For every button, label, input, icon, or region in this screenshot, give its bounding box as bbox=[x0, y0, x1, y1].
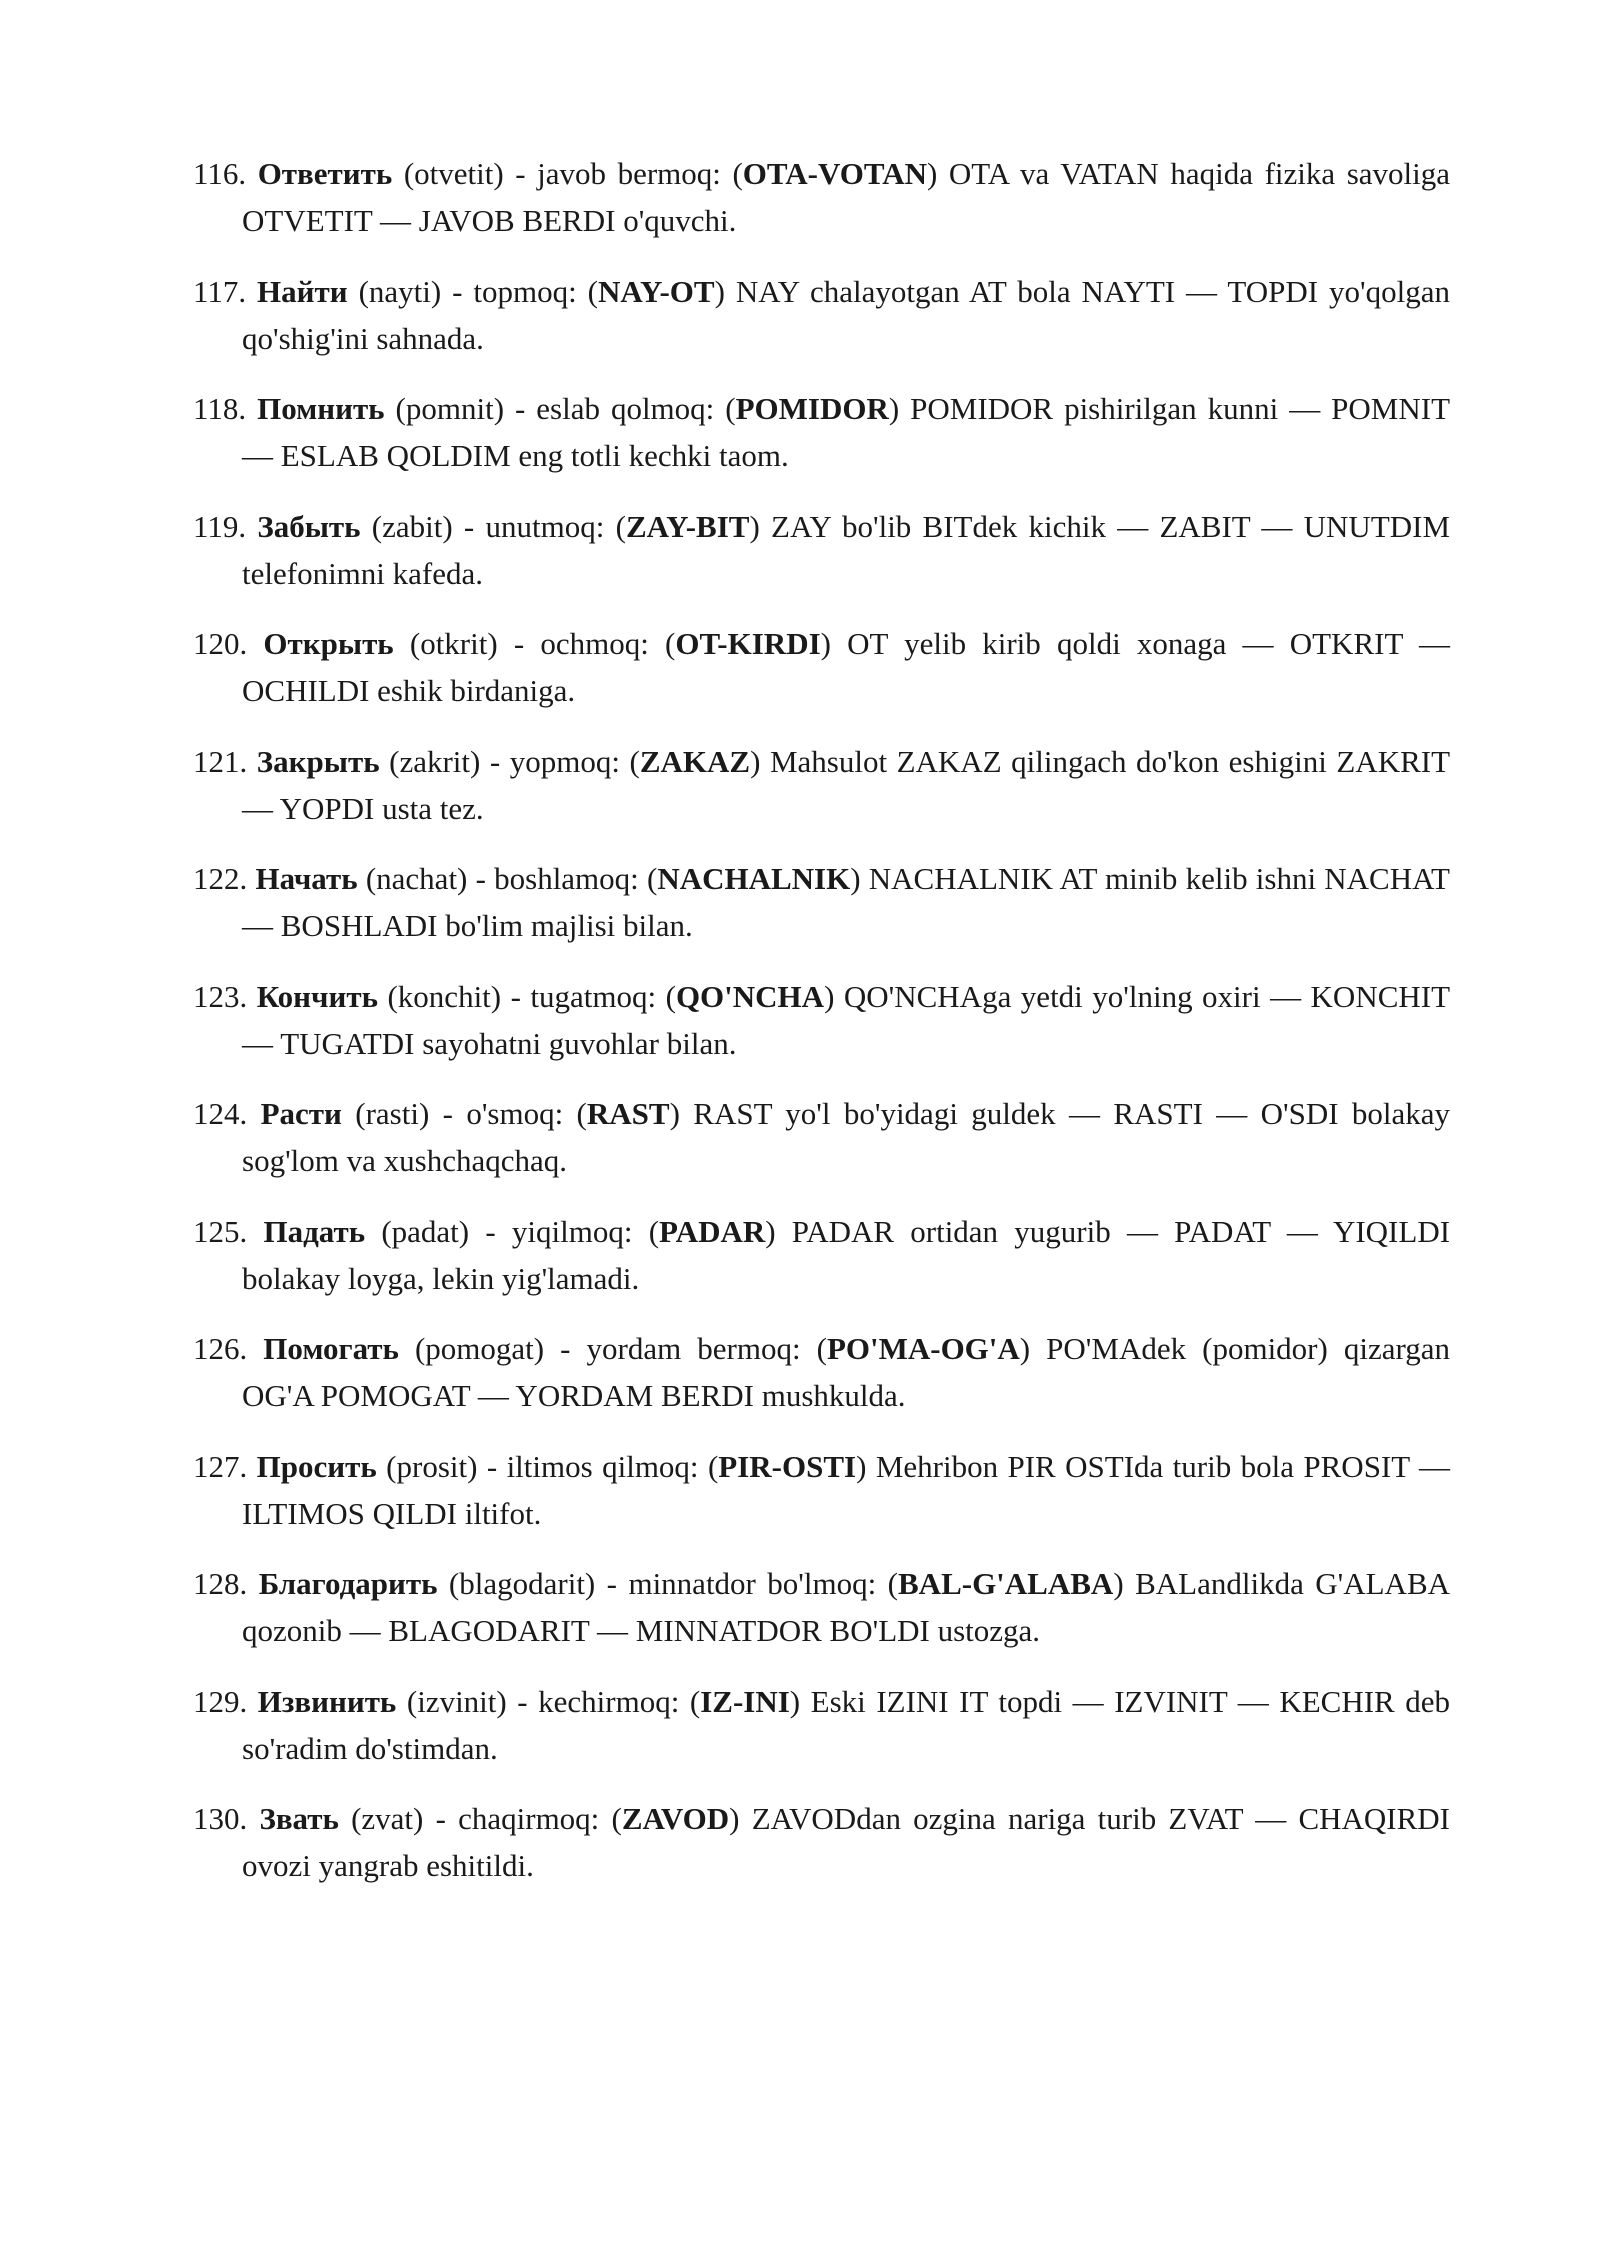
transliteration: (pomnit) bbox=[395, 391, 505, 426]
russian-word: Извинить bbox=[257, 1683, 397, 1719]
uzbek-meaning: yopmoq: bbox=[509, 743, 620, 779]
uzbek-meaning: yordam bermoq: bbox=[586, 1331, 801, 1366]
entry-number: 129. bbox=[193, 1683, 248, 1719]
vocabulary-entry: 126. Помогать (pomogat) - yordam bermoq: (PO'MA-OG'A) PO'MAdek (pomidor) qizargan OG'A POMOGAT — YORDAM BERDI mushkulda. bbox=[193, 1331, 1451, 1413]
transliteration: (nachat) bbox=[365, 861, 468, 896]
entry-number: 119. bbox=[193, 508, 247, 544]
entry-number: 120. bbox=[193, 626, 248, 661]
russian-word: Кончить bbox=[256, 978, 378, 1014]
entry-number: 123. bbox=[193, 978, 248, 1014]
mnemonic-key: PADAR bbox=[659, 1213, 766, 1249]
vocabulary-entry: 118. Помнить (pomnit) - eslab qolmoq: (POMIDOR) POMIDOR pishirilgan kunni — POMNIT — ESLAB QOLDIM eng totli kechki taom. bbox=[193, 391, 1451, 473]
vocabulary-list bbox=[193, 150, 1450, 1913]
entry-number: 118. bbox=[193, 391, 247, 426]
mnemonic-key: POMIDOR bbox=[735, 391, 889, 426]
transliteration: (izvinit) bbox=[406, 1683, 507, 1719]
uzbek-meaning: kechirmoq: bbox=[538, 1683, 680, 1719]
uzbek-meaning: unutmoq: bbox=[485, 508, 605, 544]
entry-number: 128. bbox=[193, 1566, 248, 1601]
mnemonic-story: PO'MAdek (pomidor) qizargan OG'A POMOGAT — YORDAM BERDI mushkulda. bbox=[242, 1331, 1451, 1413]
mnemonic-key: QO'NCHA bbox=[675, 978, 825, 1014]
vocabulary-entry: 125. Падать (padat) - yiqilmoq: (PADAR) PADAR ortidan yugurib — PADAT — YIQILDI bolakay loyga, lekin yig'lamadi. bbox=[193, 1213, 1451, 1296]
mnemonic-key: OT-KIRDI bbox=[675, 626, 821, 661]
mnemonic-key: NAY-OT bbox=[598, 273, 715, 309]
russian-word: Помнить bbox=[257, 391, 385, 426]
uzbek-meaning: ochmoq: bbox=[540, 626, 649, 661]
entry-number: 130. bbox=[193, 1801, 248, 1836]
transliteration: (prosit) bbox=[386, 1448, 478, 1484]
russian-word: Благодарить bbox=[258, 1566, 438, 1601]
mnemonic-story: Mehribon PIR OSTIda turib bola PROSIT — ILTIMOS QILDI iltifot. bbox=[242, 1448, 1451, 1531]
uzbek-meaning: tugatmoq: bbox=[530, 978, 657, 1014]
uzbek-meaning: chaqirmoq: bbox=[458, 1801, 600, 1836]
vocabulary-entry: 123. Кончить (konchit) - tugatmoq: (QO'NCHA) QO'NCHAga yetdi yo'lning oxiri — KONCHIT — TUGATDI sayohatni guvohlar bilan. bbox=[193, 978, 1451, 1061]
mnemonic-key: OTA-VOTAN bbox=[742, 156, 928, 191]
russian-word: Просить bbox=[256, 1448, 377, 1484]
uzbek-meaning: javob bermoq: bbox=[537, 156, 721, 191]
mnemonic-story: ZAVODdan ozgina nariga turib ZVAT — CHAQIRDI ovozi yangrab eshitildi. bbox=[242, 1801, 1451, 1883]
mnemonic-key: PO'MA-OG'A bbox=[826, 1331, 1020, 1366]
russian-word: Забыть bbox=[257, 508, 361, 544]
mnemonic-key: PIR-OSTI bbox=[718, 1448, 857, 1484]
mnemonic-story: RAST yo'l bo'yidagi guldek — RASTI — O'SDI bolakay sog'lom va xushchaqchaq. bbox=[242, 1096, 1451, 1178]
vocabulary-entry: 129. Извинить (izvinit) - kechirmoq: (IZ-INI) Eski IZINI IT topdi — IZVINIT — KECHIR deb so'radim do'stimdan. bbox=[193, 1683, 1451, 1766]
uzbek-meaning: boshlamoq: bbox=[494, 861, 639, 896]
vocabulary-entry: 127. Просить (prosit) - iltimos qilmoq: (PIR-OSTI) Mehribon PIR OSTIda turib bola PROSIT — ILTIMOS QILDI iltifot. bbox=[193, 1448, 1451, 1531]
entry-number: 125. bbox=[193, 1213, 248, 1249]
vocabulary-entry: 119. Забыть (zabit) - unutmoq: (ZAY-BIT) ZAY bo'lib BITdek kichik — ZABIT — UNUTDIM telefonimni kafeda. bbox=[193, 508, 1451, 591]
entry-number: 122. bbox=[193, 861, 248, 896]
mnemonic-story: QO'NCHAga yetdi yo'lning oxiri — KONCHIT — TUGATDI sayohatni guvohlar bilan. bbox=[242, 978, 1451, 1061]
russian-word: Падать bbox=[263, 1213, 366, 1249]
transliteration: (konchit) bbox=[387, 978, 502, 1014]
mnemonic-key: IZ-INI bbox=[700, 1683, 790, 1719]
russian-word: Расти bbox=[260, 1096, 342, 1131]
mnemonic-key: ZAVOD bbox=[621, 1801, 730, 1836]
russian-word: Начать bbox=[255, 861, 358, 896]
vocabulary-entry: 128. Благодарить (blagodarit) - minnatdor bo'lmoq: (BAL-G'ALABA) BALandlikda G'ALABA qozonib — BLAGODARIT — MINNATDOR BO'LDI ustozga. bbox=[193, 1566, 1451, 1648]
mnemonic-key: BAL-G'ALABA bbox=[898, 1566, 1114, 1601]
russian-word: Звать bbox=[259, 1801, 339, 1836]
transliteration: (pomogat) bbox=[414, 1331, 545, 1366]
mnemonic-story: NACHALNIK AT minib kelib ishni NACHAT — BOSHLADI bo'lim majlisi bilan. bbox=[242, 861, 1450, 943]
transliteration: (otkrit) bbox=[409, 626, 498, 661]
entry-number: 116. bbox=[193, 156, 247, 191]
uzbek-meaning: iltimos qilmoq: bbox=[506, 1448, 699, 1484]
entry-number: 121. bbox=[193, 743, 248, 779]
russian-word: Ответить bbox=[257, 156, 393, 191]
vocabulary-entry: 124. Расти (rasti) - o'smoq: (RAST) RAST yo'l bo'yidagi guldek — RASTI — O'SDI bolakay sog'lom va xushchaqchaq. bbox=[193, 1096, 1451, 1178]
mnemonic-key: ZAKAZ bbox=[639, 743, 751, 779]
mnemonic-story: OTA va VATAN haqida fizika savoliga OTVETIT — JAVOB BERDI o'quvchi. bbox=[242, 156, 1451, 238]
transliteration: (padat) bbox=[381, 1213, 470, 1249]
mnemonic-key: ZAY-BIT bbox=[625, 508, 750, 544]
uzbek-meaning: o'smoq: bbox=[466, 1096, 564, 1131]
entry-number: 126. bbox=[193, 1331, 248, 1366]
vocabulary-entry: 117. Найти (nayti) - topmoq: (NAY-OT) NAY chalayotgan AT bola NAYTI — TOPDI yo'qolgan qo'shig'ini sahnada. bbox=[193, 273, 1451, 356]
transliteration: (blagodarit) bbox=[448, 1566, 596, 1601]
mnemonic-story: Eski IZINI IT topdi — IZVINIT — KECHIR deb so'radim do'stimdan. bbox=[242, 1683, 1451, 1766]
mnemonic-story: BALandlikda G'ALABA qozonib — BLAGODARIT — MINNATDOR BO'LDI ustozga. bbox=[242, 1566, 1451, 1648]
russian-word: Закрыть bbox=[256, 743, 380, 779]
uzbek-meaning: yiqilmoq: bbox=[511, 1213, 633, 1249]
transliteration: (rasti) bbox=[355, 1096, 430, 1131]
vocabulary-entry: 116. Ответить (otvetit) - javob bermoq: (OTA-VOTAN) OTA va VATAN haqida fizika savoliga OTVETIT — JAVOB BERDI o'quvchi. bbox=[193, 156, 1451, 238]
mnemonic-story: ZAY bo'lib BITdek kichik — ZABIT — UNUTDIM telefonimni kafeda. bbox=[242, 508, 1451, 591]
uzbek-meaning: minnatdor bo'lmoq: bbox=[628, 1566, 877, 1601]
transliteration: (nayti) bbox=[358, 273, 442, 309]
entry-number: 127. bbox=[193, 1448, 248, 1484]
vocabulary-entry: 120. Открыть (otkrit) - ochmoq: (OT-KIRDI) OT yelib kirib qoldi xonaga — OTKRIT — OCHILDI eshik birdaniga. bbox=[193, 626, 1450, 708]
transliteration: (zabit) bbox=[371, 508, 453, 544]
vocabulary-entry: 121. Закрыть (zakrit) - yopmoq: (ZAKAZ) Mahsulot ZAKAZ qilingach do'kon eshigini ZAKRIT — YOPDI usta tez. bbox=[193, 743, 1451, 826]
mnemonic-key: NACHALNIK bbox=[657, 861, 851, 896]
russian-word: Найти bbox=[257, 273, 348, 309]
russian-word: Открыть bbox=[263, 626, 394, 661]
mnemonic-story: NAY chalayotgan AT bola NAYTI — TOPDI yo'qolgan qo'shig'ini sahnada. bbox=[242, 273, 1451, 356]
russian-word: Помогать bbox=[263, 1331, 399, 1366]
transliteration: (zvat) bbox=[351, 1801, 424, 1836]
mnemonic-story: PADAR ortidan yugurib — PADAT — YIQILDI bolakay loyga, lekin yig'lamadi. bbox=[242, 1213, 1451, 1296]
mnemonic-story: POMIDOR pishirilgan kunni — POMNIT — ESLAB QOLDIM eng totli kechki taom. bbox=[242, 391, 1451, 473]
mnemonic-key: RAST bbox=[586, 1096, 670, 1131]
mnemonic-story: Mahsulot ZAKAZ qilingach do'kon eshigini ZAKRIT — YOPDI usta tez. bbox=[242, 743, 1451, 826]
entry-number: 117. bbox=[193, 273, 247, 309]
uzbek-meaning: eslab qolmoq: bbox=[536, 391, 715, 426]
transliteration: (zakrit) bbox=[389, 743, 481, 779]
vocabulary-entry: 130. Звать (zvat) - chaqirmoq: (ZAVOD) ZAVODdan ozgina nariga turib ZVAT — CHAQIRDI ovozi yangrab eshitildi. bbox=[193, 1801, 1451, 1883]
mnemonic-story: OT yelib kirib qoldi xonaga — OTKRIT — OCHILDI eshik birdaniga. bbox=[242, 626, 1450, 708]
vocabulary-entry: 122. Начать (nachat) - boshlamoq: (NACHALNIK) NACHALNIK AT minib kelib ishni NACHAT — BOSHLADI bo'lim majlisi bilan. bbox=[193, 861, 1450, 943]
entry-number: 124. bbox=[193, 1096, 248, 1131]
transliteration: (otvetit) bbox=[403, 156, 504, 191]
uzbek-meaning: topmoq: bbox=[473, 273, 577, 309]
